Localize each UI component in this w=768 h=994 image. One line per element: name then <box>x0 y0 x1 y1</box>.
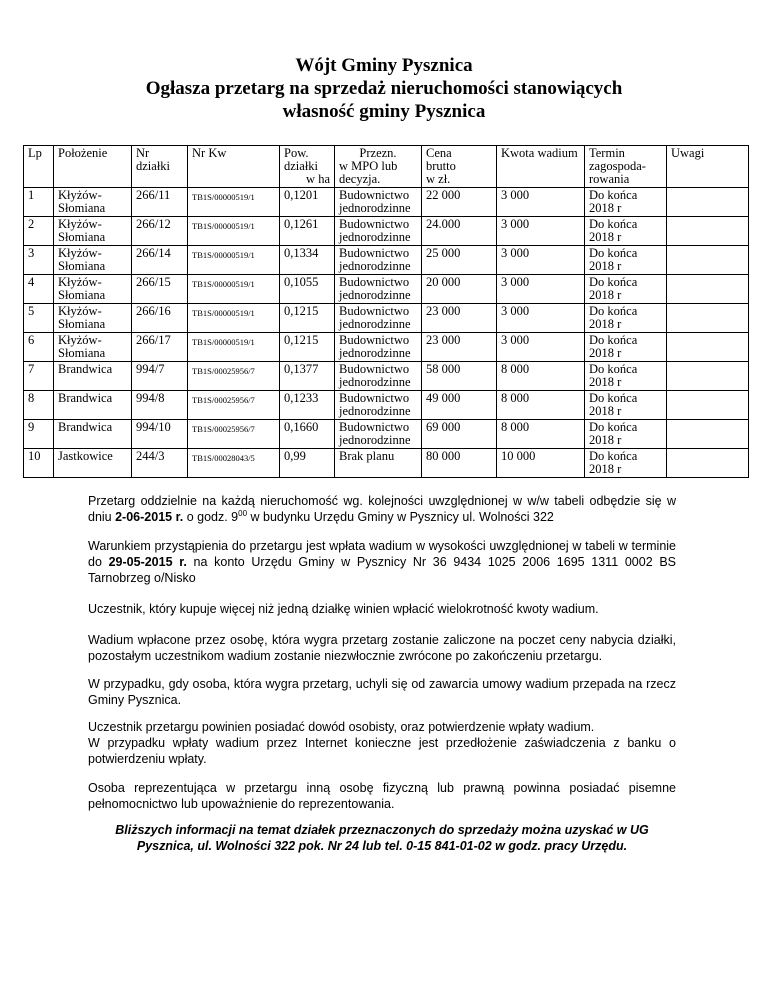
table-row <box>24 275 749 304</box>
cell-cena: 69 000 <box>422 420 497 449</box>
cell-termin <box>585 362 667 391</box>
cell-nr-kw: TB1S/00028043/5 <box>188 449 280 478</box>
cell-line: Kłyżów- <box>58 275 102 289</box>
cell-line: Kłyżów- <box>58 304 102 318</box>
cell-lp: 1 <box>24 188 54 217</box>
cell-line: Do końca <box>589 188 638 202</box>
cell-uwagi <box>667 391 749 420</box>
cell-polozenie <box>54 362 132 391</box>
cell-pow: 0,1377 <box>280 362 335 391</box>
cell-przezn <box>335 333 422 362</box>
cell-line: Słomiana <box>58 259 106 273</box>
cell-lp: 9 <box>24 420 54 449</box>
header-nr-dzialki-line: działki <box>136 159 171 173</box>
cell-cena: 23 000 <box>422 304 497 333</box>
cell-uwagi <box>667 449 749 478</box>
cell-nr-kw: TB1S/00000519/1 <box>188 304 280 333</box>
paragraph-deposit-condition <box>88 538 676 586</box>
cell-line: Słomiana <box>58 288 106 302</box>
cell-lp: 3 <box>24 246 54 275</box>
cell-nr-dzialki: 266/11 <box>132 188 188 217</box>
cell-uwagi <box>667 275 749 304</box>
cell-nr-kw: TB1S/00000519/1 <box>188 217 280 246</box>
header-termin-line: rowania <box>589 172 630 186</box>
cell-line: Budownictwo <box>339 420 410 434</box>
header-przezn-line: Przezn. <box>359 146 397 160</box>
cell-przezn <box>335 188 422 217</box>
cell-line: Kłyżów- <box>58 246 102 260</box>
cell-polozenie <box>54 333 132 362</box>
paragraph-text: Uczestnik przetargu powinien posiadać dowód osobisty, oraz potwierdzenie wpłaty wadium. <box>88 720 595 734</box>
paragraph-auction-date <box>88 493 676 525</box>
cell-nr-dzialki: 244/3 <box>132 449 188 478</box>
cell-line: Budownictwo <box>339 188 410 202</box>
cell-polozenie <box>54 391 132 420</box>
cell-line: Słomiana <box>58 230 106 244</box>
cell-line: Słomiana <box>58 346 106 360</box>
table-header-row <box>24 146 749 188</box>
cell-pow: 0,1233 <box>280 391 335 420</box>
cell-line: jednorodzinne <box>339 433 411 447</box>
cell-line: Słomiana <box>58 317 106 331</box>
cell-termin <box>585 188 667 217</box>
header-termin <box>585 146 667 188</box>
cell-line: jednorodzinne <box>339 259 411 273</box>
cell-nr-dzialki: 994/7 <box>132 362 188 391</box>
plots-table <box>23 145 749 478</box>
cell-polozenie <box>54 449 132 478</box>
table-row <box>24 449 749 478</box>
table-row <box>24 333 749 362</box>
paragraph-text: na konto Urzędu Gminy w Pysznicy Nr 36 9434 1025 2006 1695 1311 0002 BS Tarnobrzeg o/Nisko <box>88 555 677 585</box>
header-pow-line: w ha <box>306 172 330 186</box>
header-nr-dzialki-line: Nr <box>136 146 150 160</box>
cell-wadium: 3 000 <box>497 246 585 275</box>
header-nr-dzialki <box>132 146 188 188</box>
cell-line: 2018 r <box>589 230 622 244</box>
cell-line: Brandwica <box>58 362 113 376</box>
cell-cena: 22 000 <box>422 188 497 217</box>
cell-termin <box>585 449 667 478</box>
cell-line: 2018 r <box>589 404 622 418</box>
cell-line: Do końca <box>589 246 638 260</box>
cell-line: 2018 r <box>589 433 622 447</box>
cell-line: Budownictwo <box>339 333 410 347</box>
cell-uwagi <box>667 333 749 362</box>
cell-nr-dzialki: 994/8 <box>132 391 188 420</box>
paragraph-power-of-attorney: Osoba reprezentująca w przetargu inną osobę fizyczną lub prawną powinna posiadać pisemne pełnomocnictwo lub upoważnienie do reprezentowania. <box>88 781 676 811</box>
cell-uwagi <box>667 188 749 217</box>
cell-nr-dzialki: 266/17 <box>132 333 188 362</box>
cell-uwagi <box>667 420 749 449</box>
cell-line: Do końca <box>589 449 638 463</box>
header-nr-kw: Nr Kw <box>188 146 280 188</box>
cell-lp: 6 <box>24 333 54 362</box>
cell-termin <box>585 420 667 449</box>
cell-line: Brandwica <box>58 420 113 434</box>
paragraph-deposit-credit: Wadium wpłacone przez osobę, która wygra przetarg zostanie zaliczone na poczet ceny nabycia działki, pozostałym uczestnikom wadium zostanie niezwłocznie zwrócone po zakończeniu przetargu. <box>88 633 676 663</box>
cell-line: Do końca <box>589 420 638 434</box>
cell-lp: 8 <box>24 391 54 420</box>
cell-line: 2018 r <box>589 201 622 215</box>
cell-line: 2018 r <box>589 375 622 389</box>
header-termin-line: zagospoda- <box>589 159 646 173</box>
header-przezn <box>335 146 422 188</box>
cell-polozenie <box>54 246 132 275</box>
page-title: Wójt Gminy Pysznica <box>295 55 473 76</box>
table-row <box>24 391 749 420</box>
table-row <box>24 246 749 275</box>
header-pow-line: Pow. <box>284 146 309 160</box>
table-row <box>24 420 749 449</box>
cell-line: jednorodzinne <box>339 288 411 302</box>
header-cena <box>422 146 497 188</box>
cell-line: jednorodzinne <box>339 346 411 360</box>
cell-przezn <box>335 449 422 478</box>
cell-line: Do końca <box>589 304 638 318</box>
cell-wadium: 10 000 <box>497 449 585 478</box>
cell-nr-kw: TB1S/00025956/7 <box>188 391 280 420</box>
cell-line: Budownictwo <box>339 362 410 376</box>
page-subtitle-line1: Ogłasza przetarg na sprzedaż nieruchomości stanowiących <box>145 78 623 99</box>
cell-nr-kw: TB1S/00000519/1 <box>188 246 280 275</box>
cell-nr-dzialki: 994/10 <box>132 420 188 449</box>
cell-cena: 24.000 <box>422 217 497 246</box>
cell-nr-dzialki: 266/14 <box>132 246 188 275</box>
cell-przezn <box>335 391 422 420</box>
paragraph-multiple-plots: Uczestnik, który kupuje więcej niż jedną działkę winien wpłacić wielokrotność kwoty wadium. <box>88 602 599 616</box>
cell-line: jednorodzinne <box>339 404 411 418</box>
cell-line: Budownictwo <box>339 391 410 405</box>
cell-wadium: 3 000 <box>497 275 585 304</box>
cell-przezn <box>335 217 422 246</box>
cell-line: Kłyżów- <box>58 333 102 347</box>
cell-uwagi <box>667 362 749 391</box>
cell-polozenie <box>54 304 132 333</box>
cell-przezn <box>335 275 422 304</box>
paragraph-text: Warunkiem przystąpienia do przetargu jest wpłata wadium w wysokości uwzględnionej w tabeli w terminie do <box>88 539 676 569</box>
cell-line: Kłyżów- <box>58 188 102 202</box>
cell-termin <box>585 275 667 304</box>
cell-termin <box>585 333 667 362</box>
paragraph-deposit-forfeit: W przypadku, gdy osoba, która wygra przetarg, uchyli się od zawarcia umowy wadium przepada na rzecz Gminy Pysznica. <box>88 677 676 707</box>
cell-nr-kw: TB1S/00000519/1 <box>188 275 280 304</box>
cell-line: Do końca <box>589 275 638 289</box>
cell-cena: 23 000 <box>422 333 497 362</box>
cell-pow: 0,1215 <box>280 304 335 333</box>
cell-przezn <box>335 304 422 333</box>
cell-pow: 0,1261 <box>280 217 335 246</box>
cell-line: Do końca <box>589 217 638 231</box>
cell-line: Budownictwo <box>339 217 410 231</box>
cell-line: jednorodzinne <box>339 201 411 215</box>
cell-pow: 0,99 <box>280 449 335 478</box>
cell-lp: 5 <box>24 304 54 333</box>
time-minutes: 00 <box>238 508 248 518</box>
table-row <box>24 304 749 333</box>
header-termin-line: Termin <box>589 146 625 160</box>
table-row <box>24 188 749 217</box>
header-cena-line: brutto <box>426 159 456 173</box>
cell-nr-kw: TB1S/00000519/1 <box>188 188 280 217</box>
cell-line: jednorodzinne <box>339 375 411 389</box>
cell-line: 2018 r <box>589 317 622 331</box>
header-uwagi: Uwagi <box>667 146 749 188</box>
paragraph-text: o godz. 9 <box>183 510 239 524</box>
header-cena-line: Cena <box>426 146 452 160</box>
cell-polozenie <box>54 275 132 304</box>
cell-wadium: 8 000 <box>497 362 585 391</box>
header-cena-line: w zł. <box>426 172 451 186</box>
cell-uwagi <box>667 246 749 275</box>
cell-nr-dzialki: 266/12 <box>132 217 188 246</box>
paragraph-text: W przypadku wpłaty wadium przez Internet konieczne jest przedłożenie zaświadczenia z banku o potwierdzeniu wpłaty. <box>88 736 676 766</box>
cell-termin <box>585 246 667 275</box>
cell-termin <box>585 304 667 333</box>
cell-przezn <box>335 362 422 391</box>
deposit-deadline: 29-05-2015 r. <box>108 555 187 569</box>
cell-lp: 4 <box>24 275 54 304</box>
cell-polozenie <box>54 217 132 246</box>
cell-polozenie <box>54 188 132 217</box>
cell-termin <box>585 391 667 420</box>
header-polozenie: Położenie <box>54 146 132 188</box>
cell-lp: 7 <box>24 362 54 391</box>
cell-line: Kłyżów- <box>58 217 102 231</box>
cell-wadium: 3 000 <box>497 333 585 362</box>
cell-lp: 10 <box>24 449 54 478</box>
cell-line: Do końca <box>589 333 638 347</box>
cell-wadium: 3 000 <box>497 217 585 246</box>
page-subtitle-line2: własność gminy Pysznica <box>282 101 486 122</box>
cell-wadium: 3 000 <box>497 304 585 333</box>
cell-line: Brandwica <box>58 391 113 405</box>
cell-line: jednorodzinne <box>339 317 411 331</box>
cell-lp: 2 <box>24 217 54 246</box>
contact-info: Bliższych informacji na temat działek przeznaczonych do sprzedaży można uzyskać w UG Pysznica, ul. Wolności 322 pok. Nr 24 lub tel. 0-15 841-01-02 w godz. pracy Urzędu. <box>115 823 649 853</box>
cell-wadium: 8 000 <box>497 420 585 449</box>
cell-uwagi <box>667 304 749 333</box>
cell-nr-dzialki: 266/15 <box>132 275 188 304</box>
cell-wadium: 3 000 <box>497 188 585 217</box>
paragraph-participant-requirements <box>88 719 676 767</box>
cell-line: 2018 r <box>589 259 622 273</box>
paragraph-text: Przetarg oddzielnie na każdą nieruchomość wg. kolejności uwzględnionej w w/w tabeli odbędzie się w dniu <box>88 494 676 524</box>
cell-nr-kw: TB1S/00025956/7 <box>188 362 280 391</box>
cell-cena: 20 000 <box>422 275 497 304</box>
cell-uwagi <box>667 217 749 246</box>
cell-line: Do końca <box>589 391 638 405</box>
cell-line: 2018 r <box>589 462 622 476</box>
cell-pow: 0,1201 <box>280 188 335 217</box>
cell-nr-kw: TB1S/00025956/7 <box>188 420 280 449</box>
cell-termin <box>585 217 667 246</box>
cell-line: 2018 r <box>589 288 622 302</box>
cell-line: Do końca <box>589 362 638 376</box>
header-przezn-line: w MPO lub <box>339 159 398 173</box>
cell-cena: 49 000 <box>422 391 497 420</box>
cell-line: Budownictwo <box>339 304 410 318</box>
cell-line: jednorodzinne <box>339 230 411 244</box>
header-wadium: Kwota wadium <box>497 146 585 188</box>
cell-pow: 0,1660 <box>280 420 335 449</box>
table-row <box>24 217 749 246</box>
auction-date: 2-06-2015 r. <box>115 510 184 524</box>
cell-pow: 0,1334 <box>280 246 335 275</box>
cell-cena: 80 000 <box>422 449 497 478</box>
header-pow-line: działki <box>284 159 319 173</box>
header-przezn-line: decyzja. <box>339 172 381 186</box>
cell-przezn <box>335 420 422 449</box>
header-lp: Lp <box>24 146 54 188</box>
cell-line: Słomiana <box>58 201 106 215</box>
cell-nr-dzialki: 266/16 <box>132 304 188 333</box>
cell-cena: 58 000 <box>422 362 497 391</box>
cell-pow: 0,1055 <box>280 275 335 304</box>
table-row <box>24 362 749 391</box>
cell-cena: 25 000 <box>422 246 497 275</box>
paragraph-text: w budynku Urzędu Gminy w Pysznicy ul. Wolności 322 <box>247 510 554 524</box>
cell-line: Jastkowice <box>58 449 113 463</box>
cell-line: Brak planu <box>339 449 395 463</box>
cell-wadium: 8 000 <box>497 391 585 420</box>
header-pow <box>280 146 335 188</box>
cell-polozenie <box>54 420 132 449</box>
cell-przezn <box>335 246 422 275</box>
cell-line: 2018 r <box>589 346 622 360</box>
cell-nr-kw: TB1S/00000519/1 <box>188 333 280 362</box>
cell-pow: 0,1215 <box>280 333 335 362</box>
cell-line: Budownictwo <box>339 275 410 289</box>
cell-line: Budownictwo <box>339 246 410 260</box>
